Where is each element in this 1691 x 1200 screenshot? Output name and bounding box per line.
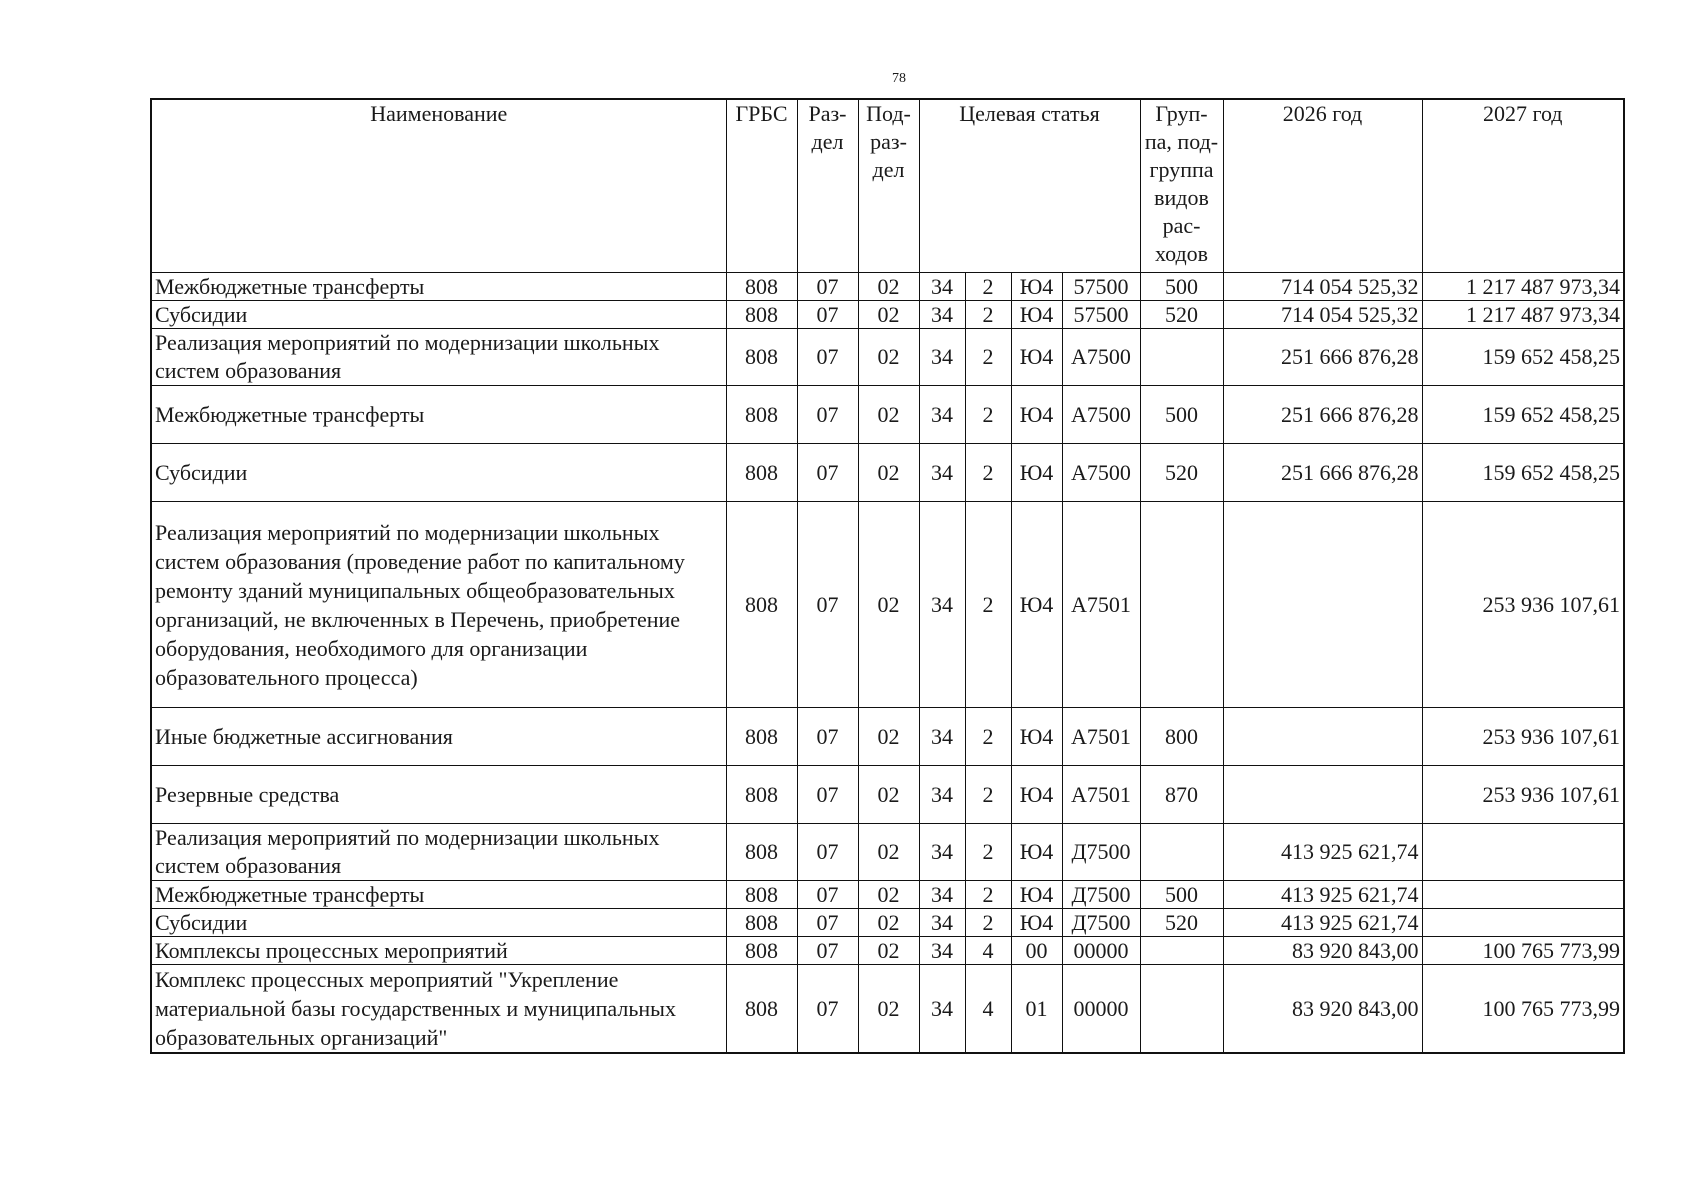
row-name: Реализация мероприятий по модернизации школьных систем образования	[151, 329, 726, 386]
row-target-direction: А7500	[1062, 329, 1140, 386]
row-target-project: Ю4	[1011, 708, 1062, 766]
row-expense-group	[1140, 329, 1223, 386]
row-target-type: 4	[965, 937, 1011, 965]
row-target-type: 2	[965, 766, 1011, 824]
row-name: Реализация мероприятий по модернизации школьных систем образования	[151, 824, 726, 881]
row-amount-2027	[1422, 824, 1624, 881]
row-amount-2027: 100 765 773,99	[1422, 937, 1624, 965]
page-number: 78	[892, 71, 906, 86]
row-name: Резервные средства	[151, 766, 726, 824]
row-expense-group: 500	[1140, 273, 1223, 301]
row-target-type: 2	[965, 824, 1011, 881]
row-target-type: 2	[965, 273, 1011, 301]
row-razdel: 07	[797, 708, 858, 766]
row-grbs: 808	[726, 444, 797, 502]
row-amount-2026: 413 925 621,74	[1223, 881, 1422, 909]
row-podrazdel: 02	[858, 937, 919, 965]
row-target-program: 34	[919, 444, 965, 502]
row-amount-2027: 253 936 107,61	[1422, 502, 1624, 708]
row-target-project: Ю4	[1011, 881, 1062, 909]
header-target-article: Целевая статья	[919, 99, 1140, 273]
table-row	[151, 444, 1624, 502]
row-target-direction: А7501	[1062, 766, 1140, 824]
table-row	[151, 965, 1624, 1054]
row-target-program: 34	[919, 329, 965, 386]
row-grbs: 808	[726, 301, 797, 329]
row-target-direction: 00000	[1062, 937, 1140, 965]
header-razdel: Раз- дел	[797, 99, 858, 273]
row-target-type: 4	[965, 965, 1011, 1054]
row-podrazdel: 02	[858, 273, 919, 301]
row-name: Межбюджетные трансферты	[151, 881, 726, 909]
row-grbs: 808	[726, 708, 797, 766]
row-amount-2026: 251 666 876,28	[1223, 329, 1422, 386]
row-amount-2027: 253 936 107,61	[1422, 766, 1624, 824]
row-amount-2026: 83 920 843,00	[1223, 965, 1422, 1054]
row-podrazdel: 02	[858, 301, 919, 329]
row-target-direction: А7501	[1062, 708, 1140, 766]
row-target-direction: А7501	[1062, 502, 1140, 708]
row-target-project: Ю4	[1011, 386, 1062, 444]
row-target-project: Ю4	[1011, 444, 1062, 502]
row-target-project: Ю4	[1011, 301, 1062, 329]
row-target-direction: А7500	[1062, 386, 1140, 444]
row-name: Межбюджетные трансферты	[151, 273, 726, 301]
row-grbs: 808	[726, 881, 797, 909]
row-amount-2026	[1223, 766, 1422, 824]
row-amount-2027: 159 652 458,25	[1422, 329, 1624, 386]
row-amount-2027: 1 217 487 973,34	[1422, 273, 1624, 301]
row-target-project: 00	[1011, 937, 1062, 965]
table-row	[151, 766, 1624, 824]
row-podrazdel: 02	[858, 708, 919, 766]
row-grbs: 808	[726, 329, 797, 386]
row-target-program: 34	[919, 301, 965, 329]
row-target-program: 34	[919, 909, 965, 937]
table-row	[151, 329, 1624, 386]
row-expense-group: 520	[1140, 301, 1223, 329]
row-podrazdel: 02	[858, 329, 919, 386]
row-target-type: 2	[965, 386, 1011, 444]
table-row	[151, 273, 1624, 301]
row-target-program: 34	[919, 766, 965, 824]
row-amount-2026: 714 054 525,32	[1223, 273, 1422, 301]
row-expense-group	[1140, 965, 1223, 1054]
header-name: Наименование	[151, 99, 726, 273]
row-amount-2027: 159 652 458,25	[1422, 444, 1624, 502]
row-target-program: 34	[919, 881, 965, 909]
row-amount-2026	[1223, 502, 1422, 708]
row-target-direction: А7500	[1062, 444, 1140, 502]
row-grbs: 808	[726, 502, 797, 708]
row-target-program: 34	[919, 937, 965, 965]
header-podrazdel: Под- раз- дел	[858, 99, 919, 273]
table-row	[151, 824, 1624, 881]
row-razdel: 07	[797, 273, 858, 301]
row-podrazdel: 02	[858, 502, 919, 708]
table-row	[151, 502, 1624, 708]
row-expense-group	[1140, 937, 1223, 965]
row-expense-group: 800	[1140, 708, 1223, 766]
row-podrazdel: 02	[858, 965, 919, 1054]
row-grbs: 808	[726, 824, 797, 881]
row-grbs: 808	[726, 386, 797, 444]
row-target-direction: 57500	[1062, 301, 1140, 329]
row-grbs: 808	[726, 909, 797, 937]
row-amount-2026: 83 920 843,00	[1223, 937, 1422, 965]
row-grbs: 808	[726, 273, 797, 301]
row-podrazdel: 02	[858, 386, 919, 444]
header-year-2027: 2027 год	[1422, 99, 1624, 273]
row-target-program: 34	[919, 386, 965, 444]
row-expense-group: 500	[1140, 881, 1223, 909]
table-row	[151, 708, 1624, 766]
row-target-direction: 57500	[1062, 273, 1140, 301]
row-expense-group: 520	[1140, 909, 1223, 937]
row-target-program: 34	[919, 824, 965, 881]
row-podrazdel: 02	[858, 824, 919, 881]
row-name: Иные бюджетные ассигнования	[151, 708, 726, 766]
table-row	[151, 301, 1624, 329]
row-target-project: Ю4	[1011, 909, 1062, 937]
row-razdel: 07	[797, 881, 858, 909]
row-razdel: 07	[797, 444, 858, 502]
row-expense-group: 500	[1140, 386, 1223, 444]
row-expense-group: 520	[1140, 444, 1223, 502]
row-target-program: 34	[919, 273, 965, 301]
row-razdel: 07	[797, 965, 858, 1054]
row-expense-group: 870	[1140, 766, 1223, 824]
row-amount-2026	[1223, 708, 1422, 766]
row-target-type: 2	[965, 502, 1011, 708]
row-name: Межбюджетные трансферты	[151, 386, 726, 444]
row-podrazdel: 02	[858, 444, 919, 502]
row-name: Комплекс процессных мероприятий "Укрепление материальной базы государственных и муниципальных образовательных организаций"	[151, 965, 726, 1054]
row-amount-2027	[1422, 881, 1624, 909]
row-target-project: 01	[1011, 965, 1062, 1054]
row-target-type: 2	[965, 881, 1011, 909]
row-target-type: 2	[965, 301, 1011, 329]
row-amount-2026: 714 054 525,32	[1223, 301, 1422, 329]
row-target-type: 2	[965, 329, 1011, 386]
table-row	[151, 386, 1624, 444]
table-header	[151, 99, 1624, 273]
row-target-program: 34	[919, 965, 965, 1054]
row-target-project: Ю4	[1011, 273, 1062, 301]
row-target-direction: Д7500	[1062, 909, 1140, 937]
row-target-project: Ю4	[1011, 502, 1062, 708]
table-body	[151, 273, 1624, 1054]
row-target-type: 2	[965, 909, 1011, 937]
row-razdel: 07	[797, 909, 858, 937]
row-target-direction: 00000	[1062, 965, 1140, 1054]
budget-table	[150, 98, 1625, 1054]
table-row	[151, 937, 1624, 965]
row-razdel: 07	[797, 502, 858, 708]
table-row	[151, 881, 1624, 909]
table-row	[151, 909, 1624, 937]
row-target-project: Ю4	[1011, 766, 1062, 824]
row-razdel: 07	[797, 329, 858, 386]
row-razdel: 07	[797, 301, 858, 329]
row-target-type: 2	[965, 708, 1011, 766]
row-amount-2027: 100 765 773,99	[1422, 965, 1624, 1054]
row-razdel: 07	[797, 824, 858, 881]
row-amount-2026: 413 925 621,74	[1223, 909, 1422, 937]
row-podrazdel: 02	[858, 766, 919, 824]
row-grbs: 808	[726, 937, 797, 965]
row-razdel: 07	[797, 937, 858, 965]
row-grbs: 808	[726, 766, 797, 824]
row-target-project: Ю4	[1011, 329, 1062, 386]
row-amount-2027	[1422, 909, 1624, 937]
row-name: Субсидии	[151, 444, 726, 502]
row-target-program: 34	[919, 502, 965, 708]
row-amount-2026: 251 666 876,28	[1223, 444, 1422, 502]
row-amount-2027: 159 652 458,25	[1422, 386, 1624, 444]
row-podrazdel: 02	[858, 909, 919, 937]
row-amount-2026: 251 666 876,28	[1223, 386, 1422, 444]
row-target-direction: Д7500	[1062, 824, 1140, 881]
row-name: Субсидии	[151, 909, 726, 937]
row-target-type: 2	[965, 444, 1011, 502]
row-expense-group	[1140, 824, 1223, 881]
row-amount-2027: 253 936 107,61	[1422, 708, 1624, 766]
row-podrazdel: 02	[858, 881, 919, 909]
row-amount-2027: 1 217 487 973,34	[1422, 301, 1624, 329]
row-target-project: Ю4	[1011, 824, 1062, 881]
row-amount-2026: 413 925 621,74	[1223, 824, 1422, 881]
row-expense-group	[1140, 502, 1223, 708]
row-target-direction: Д7500	[1062, 881, 1140, 909]
header-year-2026: 2026 год	[1223, 99, 1422, 273]
row-name: Комплексы процессных мероприятий	[151, 937, 726, 965]
row-name: Субсидии	[151, 301, 726, 329]
row-name: Реализация мероприятий по модернизации школьных систем образования (проведение работ по капитальному ремонту зданий муниципальных общеобразовательных организаций, не включенных в Перечень, приобретение оборудования, необходимого для организации образовательного процесса)	[151, 502, 726, 708]
row-grbs: 808	[726, 965, 797, 1054]
row-razdel: 07	[797, 766, 858, 824]
row-target-program: 34	[919, 708, 965, 766]
header-grbs: ГРБС	[726, 99, 797, 273]
row-razdel: 07	[797, 386, 858, 444]
header-expense-group: Груп- па, под- группа видов рас- ходов	[1140, 99, 1223, 273]
